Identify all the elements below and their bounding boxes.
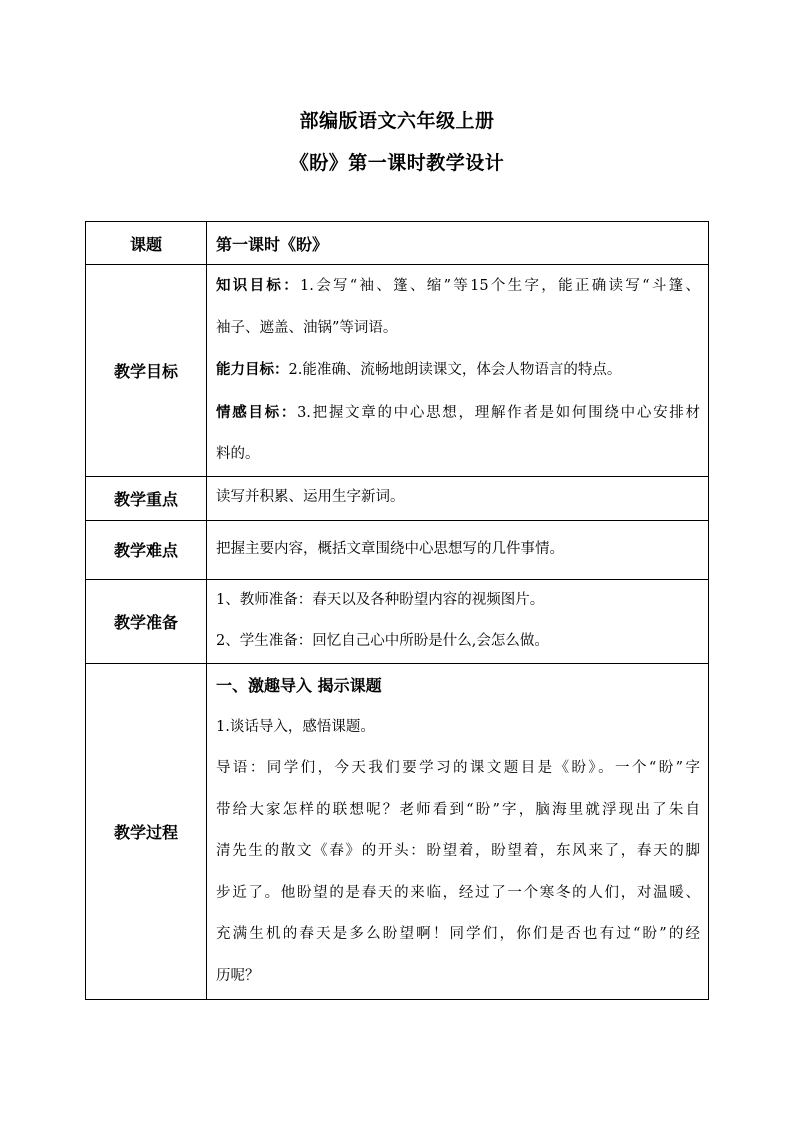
difficulties-cell	[207, 520, 709, 579]
emotion-objective-text: 3.把握文章的中心思想，理解作者是如何围绕中心安排材	[297, 404, 700, 421]
ability-objective	[216, 349, 700, 392]
key-points-label: 教学重点	[86, 476, 207, 520]
process-section-heading: 一、激趣导入 揭示课题	[216, 676, 382, 695]
knowledge-objective-text: 1.会写“袖、篷、缩”等15个生字，能正确读写“斗篷、	[300, 278, 700, 294]
emotion-objective-lead: 情感目标：	[216, 403, 298, 421]
key-points-cell	[207, 476, 709, 520]
document-subtitle: 《盼》第一课时教学设计	[289, 152, 505, 174]
ability-objective-lead: 能力目标：	[216, 361, 289, 378]
process-paragraph-line: 带给大家怎样的联想呢？老师看到“盼”字，脑海里就浮现出了朱自	[216, 801, 700, 818]
knowledge-objective-line2: 袖子、遮盖、油锅”等词语。	[216, 319, 398, 336]
table-row-process	[86, 663, 709, 999]
process-label: 教学过程	[86, 663, 207, 999]
document-title: 部编版语文六年级上册	[299, 110, 495, 132]
emotion-objective-line1	[216, 392, 700, 435]
emotion-objective-line2: 料的。	[216, 446, 260, 462]
preparation-cell	[207, 579, 709, 663]
topic-label: 课题	[86, 222, 207, 265]
knowledge-objective-lead: 知识目标：	[216, 277, 301, 294]
difficulties-label: 教学难点	[86, 520, 207, 579]
preparation-item-student: 2、学生准备：回忆自己心中所盼是什么,会怎么做。	[216, 633, 549, 649]
ability-objective-text: 2.能准确、流畅地朗读课文，体会人物语言的特点。	[288, 362, 622, 378]
process-step-1: 1.谈话导入，感悟课题。	[216, 718, 375, 735]
key-points-value: 读写并积累、运用生字新词。	[216, 489, 405, 506]
topic-value: 第一课时《盼》	[216, 234, 329, 254]
lesson-plan-table	[85, 221, 709, 1000]
table-row-topic	[86, 222, 709, 265]
knowledge-objective-line1	[216, 265, 700, 308]
preparation-item-teacher: 1、教师准备：春天以及各种盼望内容的视频图片。	[216, 592, 545, 608]
objectives-label: 教学目标	[86, 265, 207, 477]
objectives-cell	[207, 265, 709, 477]
process-paragraph-line: 导语：同学们，今天我们要学习的课文题目是《盼》。一个“盼”字	[216, 760, 700, 776]
preparation-label: 教学准备	[86, 579, 207, 663]
table-row-key-points	[86, 476, 709, 520]
process-paragraph-line: 清先生的散文《春》的开头：盼望着，盼望着，东风来了，春天的脚	[216, 843, 700, 859]
difficulties-value: 把握主要内容，概括文章围绕中心思想写的几件事情。	[216, 540, 564, 557]
process-paragraph-line: 历呢？	[216, 967, 260, 984]
table-row-preparation	[86, 579, 709, 663]
table-row-difficulties	[86, 520, 709, 579]
topic-cell	[207, 222, 709, 265]
process-paragraph-line: 步近了。他盼望的是春天的来临，经过了一个寒冬的人们，对温暖、	[216, 884, 700, 901]
process-paragraph-line: 充满生机的春天是多么盼望啊！同学们，你们是否也有过“盼”的经	[216, 926, 700, 942]
table-row-objectives	[86, 265, 709, 477]
process-cell	[207, 663, 709, 999]
